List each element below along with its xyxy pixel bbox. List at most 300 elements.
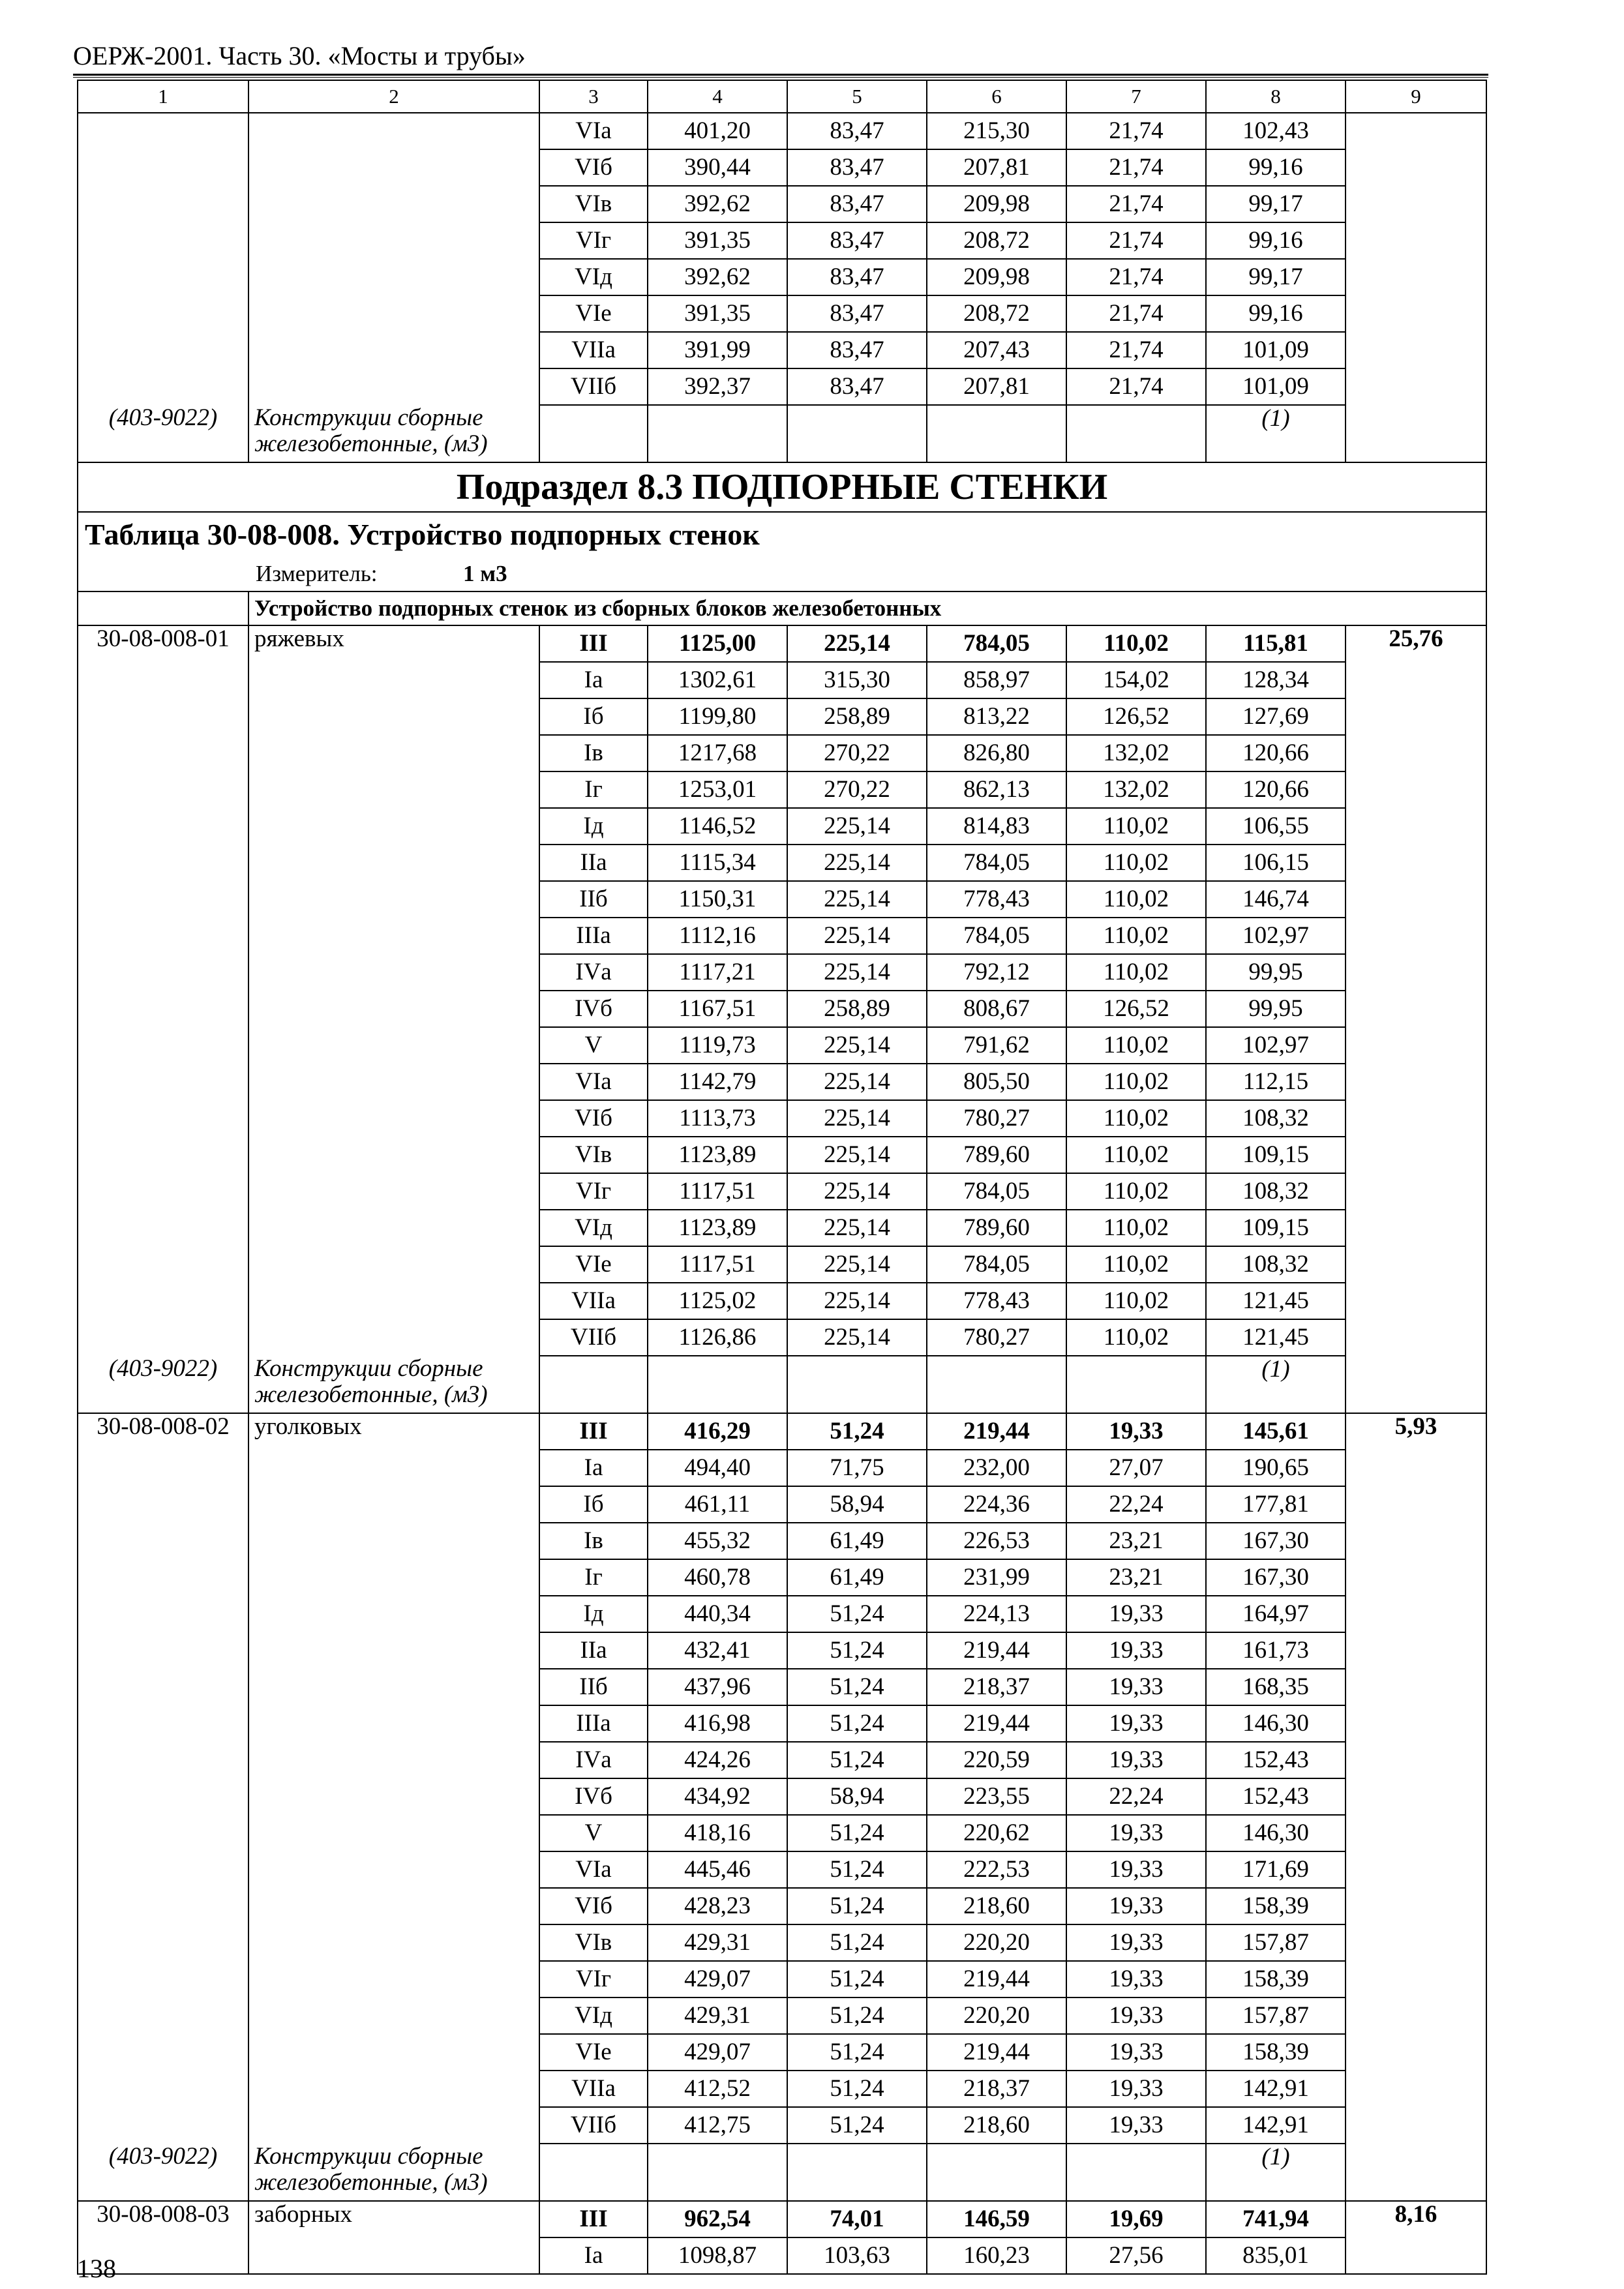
rate-name-cell (248, 1319, 539, 1356)
value-cell: 416,98 (648, 1705, 787, 1742)
zone-cell: VIд (539, 259, 648, 295)
table-row (78, 1413, 1486, 1450)
table-row (78, 1778, 1486, 1815)
value-cell: 391,35 (648, 295, 787, 332)
zone-cell: VIд (539, 1210, 648, 1246)
value-cell: 142,91 (1206, 2071, 1346, 2107)
rate-name-cell (248, 1559, 539, 1596)
value-cell: 110,02 (1066, 1173, 1206, 1210)
value-cell: 99,16 (1206, 295, 1346, 332)
rate-code-cell (78, 149, 248, 186)
rate-code-cell (78, 1319, 248, 1356)
value-cell: 110,02 (1066, 1064, 1206, 1100)
empty-cell (648, 1356, 787, 1413)
value-cell: 109,15 (1206, 1210, 1346, 1246)
value-cell: 74,01 (787, 2201, 927, 2237)
rate-name-cell (248, 1596, 539, 1632)
rate-code-cell (78, 1924, 248, 1961)
subsection-title-row (78, 462, 1486, 512)
value-cell: 789,60 (927, 1137, 1066, 1173)
empty-cell (78, 591, 248, 625)
value-cell: 460,78 (648, 1559, 787, 1596)
value-cell: 58,94 (787, 1778, 927, 1815)
labor-cell (1346, 1742, 1486, 1778)
rate-code-cell (78, 259, 248, 295)
value-cell: 1123,89 (648, 1210, 787, 1246)
rate-name-cell (248, 1523, 539, 1559)
table-row (78, 662, 1486, 698)
zone-cell: IIб (539, 881, 648, 918)
table-row (78, 1596, 1486, 1632)
table-row (78, 1632, 1486, 1669)
zone-cell: III (539, 2201, 648, 2237)
labor-cell (1346, 368, 1486, 405)
labor-cell (1346, 1486, 1486, 1523)
value-cell: 1253,01 (648, 771, 787, 808)
rate-name-cell (248, 1064, 539, 1100)
rate-name-cell (248, 186, 539, 222)
labor-cell (1346, 2034, 1486, 2071)
column-number-cell: 2 (248, 80, 539, 113)
labor-cell (1346, 1246, 1486, 1283)
empty-cell (1066, 1356, 1206, 1413)
rate-code-cell (78, 368, 248, 405)
rate-name-cell (248, 222, 539, 259)
empty-cell (1346, 1356, 1486, 1413)
empty-cell (1346, 2144, 1486, 2201)
table-row (78, 1705, 1486, 1742)
value-cell: 258,89 (787, 991, 927, 1027)
table-row (78, 113, 1486, 149)
value-cell: 21,74 (1066, 149, 1206, 186)
zone-cell: IVб (539, 1778, 648, 1815)
rate-code-cell (78, 1137, 248, 1173)
rate-name-cell: ряжевых (248, 625, 539, 662)
value-cell: 146,30 (1206, 1705, 1346, 1742)
zone-cell: IVа (539, 954, 648, 991)
table-row (78, 1523, 1486, 1559)
table-title-row (78, 512, 1486, 557)
rate-name-cell (248, 845, 539, 881)
zone-cell: VIд (539, 1997, 648, 2034)
rate-code-cell (78, 1888, 248, 1924)
value-cell: 128,34 (1206, 662, 1346, 698)
value-cell: 1217,68 (648, 735, 787, 771)
value-cell: 83,47 (787, 259, 927, 295)
labor-cell (1346, 881, 1486, 918)
subheading: Устройство подпорных стенок из сборных блоков железобетонных (248, 591, 1486, 625)
zone-cell: Iб (539, 1486, 648, 1523)
value-cell: 27,07 (1066, 1450, 1206, 1486)
value-cell: 218,37 (927, 1669, 1066, 1705)
labor-cell (1346, 332, 1486, 368)
rate-name-cell (248, 2034, 539, 2071)
value-cell: 51,24 (787, 1815, 927, 1851)
labor-cell (1346, 2107, 1486, 2144)
rate-code-cell (78, 1100, 248, 1137)
value-cell: 219,44 (927, 1413, 1066, 1450)
zone-cell: Iа (539, 662, 648, 698)
value-cell: 51,24 (787, 2071, 927, 2107)
rate-name-cell (248, 113, 539, 149)
value-cell: 83,47 (787, 368, 927, 405)
value-cell: 392,37 (648, 368, 787, 405)
value-cell: 167,30 (1206, 1559, 1346, 1596)
rate-name-cell (248, 1888, 539, 1924)
value-cell: 108,32 (1206, 1100, 1346, 1137)
empty-cell (1066, 2144, 1206, 2201)
value-cell: 51,24 (787, 1632, 927, 1669)
value-cell: 225,14 (787, 1173, 927, 1210)
value-cell: 106,55 (1206, 808, 1346, 845)
resource-name-cell: Конструкции сборные железобетонные, (м3) (248, 1356, 539, 1413)
value-cell: 110,02 (1066, 881, 1206, 918)
labor-cell (1346, 698, 1486, 735)
table-row (78, 1027, 1486, 1064)
labor-cell (1346, 1210, 1486, 1246)
unit-row (78, 557, 1486, 591)
zone-cell: V (539, 1815, 648, 1851)
empty-cell (927, 2144, 1066, 2201)
table-row (78, 1246, 1486, 1283)
value-cell: 1112,16 (648, 918, 787, 954)
column-number-cell: 9 (1346, 80, 1486, 113)
zone-cell: VIе (539, 2034, 648, 2071)
zone-cell: VIIа (539, 2071, 648, 2107)
table-row (78, 1486, 1486, 1523)
value-cell: 19,33 (1066, 1997, 1206, 2034)
value-cell: 99,16 (1206, 222, 1346, 259)
value-cell: 22,24 (1066, 1778, 1206, 1815)
rate-name-cell (248, 295, 539, 332)
value-cell: 19,33 (1066, 1924, 1206, 1961)
value-cell: 121,45 (1206, 1319, 1346, 1356)
value-cell: 83,47 (787, 149, 927, 186)
value-cell: 108,32 (1206, 1246, 1346, 1283)
zone-cell: VIIа (539, 1283, 648, 1319)
value-cell: 61,49 (787, 1559, 927, 1596)
value-cell: 142,91 (1206, 2107, 1346, 2144)
value-cell: 103,63 (787, 2237, 927, 2274)
value-cell: 418,16 (648, 1815, 787, 1851)
value-cell: 258,89 (787, 698, 927, 735)
value-cell: 231,99 (927, 1559, 1066, 1596)
empty-cell (539, 1356, 648, 1413)
value-cell: 101,09 (1206, 332, 1346, 368)
value-cell: 120,66 (1206, 735, 1346, 771)
zone-cell: VIIб (539, 368, 648, 405)
value-cell: 61,49 (787, 1523, 927, 1559)
value-cell: 225,14 (787, 1283, 927, 1319)
rate-code-cell (78, 1523, 248, 1559)
value-cell: 1117,21 (648, 954, 787, 991)
value-cell: 110,02 (1066, 1027, 1206, 1064)
table-row (78, 1450, 1486, 1486)
labor-cell (1346, 662, 1486, 698)
labor-cell (1346, 1705, 1486, 1742)
table-row (78, 735, 1486, 771)
value-cell: 225,14 (787, 1137, 927, 1173)
value-cell: 110,02 (1066, 1246, 1206, 1283)
value-cell: 219,44 (927, 1632, 1066, 1669)
resource-qty-cell: (1) (1206, 2144, 1346, 2201)
zone-cell: VIв (539, 186, 648, 222)
value-cell: 168,35 (1206, 1669, 1346, 1705)
page-header-title: ОЕРЖ-2001. Часть 30. «Мосты и трубы» (73, 41, 526, 70)
labor-cell (1346, 1523, 1486, 1559)
value-cell: 1123,89 (648, 1137, 787, 1173)
value-cell: 146,59 (927, 2201, 1066, 2237)
unit-label: Измеритель: (256, 561, 378, 586)
value-cell: 858,97 (927, 662, 1066, 698)
header-rule-thin (73, 77, 1488, 78)
value-cell: 146,30 (1206, 1815, 1346, 1851)
labor-cell (1346, 991, 1486, 1027)
rate-code-cell (78, 1210, 248, 1246)
rate-code-cell (78, 918, 248, 954)
value-cell: 1115,34 (648, 845, 787, 881)
rate-name-cell (248, 2107, 539, 2144)
value-cell: 814,83 (927, 808, 1066, 845)
value-cell: 780,27 (927, 1319, 1066, 1356)
labor-cell (1346, 1137, 1486, 1173)
value-cell: 784,05 (927, 918, 1066, 954)
value-cell: 19,33 (1066, 1888, 1206, 1924)
value-cell: 110,02 (1066, 954, 1206, 991)
value-cell: 19,33 (1066, 1742, 1206, 1778)
value-cell: 21,74 (1066, 222, 1206, 259)
value-cell: 158,39 (1206, 1888, 1346, 1924)
resource-row (78, 1356, 1486, 1413)
empty-cell (927, 405, 1066, 462)
value-cell: 792,12 (927, 954, 1066, 991)
value-cell: 99,95 (1206, 954, 1346, 991)
rate-name-cell (248, 1027, 539, 1064)
zone-cell: Iд (539, 1596, 648, 1632)
value-cell: 19,33 (1066, 2107, 1206, 2144)
value-cell: 161,73 (1206, 1632, 1346, 1669)
value-cell: 110,02 (1066, 1137, 1206, 1173)
table-row (78, 1815, 1486, 1851)
empty-cell (539, 2144, 648, 2201)
value-cell: 808,67 (927, 991, 1066, 1027)
value-cell: 109,15 (1206, 1137, 1346, 1173)
labor-cell (1346, 1173, 1486, 1210)
value-cell: 152,43 (1206, 1778, 1346, 1815)
labor-cell (1346, 771, 1486, 808)
value-cell: 23,21 (1066, 1523, 1206, 1559)
table-row (78, 1173, 1486, 1210)
labor-cell (1346, 149, 1486, 186)
rate-code-cell (78, 735, 248, 771)
value-cell: 223,55 (927, 1778, 1066, 1815)
value-cell: 1125,00 (648, 625, 787, 662)
value-cell: 110,02 (1066, 1100, 1206, 1137)
rate-code-cell (78, 1450, 248, 1486)
value-cell: 110,02 (1066, 918, 1206, 954)
table-row (78, 625, 1486, 662)
rate-name-cell (248, 991, 539, 1027)
value-cell: 101,09 (1206, 368, 1346, 405)
rate-code-cell (78, 1486, 248, 1523)
table-row (78, 2201, 1486, 2237)
rate-name-cell (248, 918, 539, 954)
labor-cell (1346, 1997, 1486, 2034)
value-cell: 121,45 (1206, 1283, 1346, 1319)
value-cell: 424,26 (648, 1742, 787, 1778)
value-cell: 392,62 (648, 186, 787, 222)
zone-cell: VIб (539, 1888, 648, 1924)
value-cell: 51,24 (787, 1997, 927, 2034)
value-cell: 110,02 (1066, 1319, 1206, 1356)
rate-code-cell (78, 1997, 248, 2034)
value-cell: 440,34 (648, 1596, 787, 1632)
value-cell: 391,99 (648, 332, 787, 368)
value-cell: 21,74 (1066, 332, 1206, 368)
labor-cell (1346, 2237, 1486, 2274)
value-cell: 220,20 (927, 1924, 1066, 1961)
labor-cell: 25,76 (1346, 625, 1486, 662)
rate-name-cell (248, 1246, 539, 1283)
labor-cell (1346, 1596, 1486, 1632)
table-row (78, 881, 1486, 918)
value-cell: 21,74 (1066, 295, 1206, 332)
value-cell: 784,05 (927, 1246, 1066, 1283)
value-cell: 102,97 (1206, 918, 1346, 954)
table-row (78, 1137, 1486, 1173)
labor-cell (1346, 1961, 1486, 1997)
zone-cell: VIа (539, 1851, 648, 1888)
value-cell: 1199,80 (648, 698, 787, 735)
table-row (78, 259, 1486, 295)
labor-cell (1346, 1283, 1486, 1319)
rate-name-cell (248, 808, 539, 845)
resource-qty-cell: (1) (1206, 1356, 1346, 1413)
value-cell: 21,74 (1066, 113, 1206, 149)
value-cell: 127,69 (1206, 698, 1346, 735)
table-row (78, 698, 1486, 735)
table-row (78, 1100, 1486, 1137)
rate-name-cell (248, 1210, 539, 1246)
rates-table (77, 80, 1487, 2275)
table-row (78, 1283, 1486, 1319)
value-cell: 741,94 (1206, 2201, 1346, 2237)
zone-cell: IIIа (539, 1705, 648, 1742)
value-cell: 110,02 (1066, 1210, 1206, 1246)
rate-name-cell (248, 368, 539, 405)
value-cell: 207,81 (927, 368, 1066, 405)
value-cell: 108,32 (1206, 1173, 1346, 1210)
resource-name-cell: Конструкции сборные железобетонные, (м3) (248, 405, 539, 462)
labor-cell (1346, 1815, 1486, 1851)
table-row (78, 1997, 1486, 2034)
rate-name-cell (248, 1924, 539, 1961)
table-row (78, 149, 1486, 186)
value-cell: 1126,86 (648, 1319, 787, 1356)
rate-code-cell: 30-08-008-01 (78, 625, 248, 662)
value-cell: 126,52 (1066, 698, 1206, 735)
rate-code-cell: 30-08-008-03 (78, 2201, 248, 2237)
value-cell: 412,52 (648, 2071, 787, 2107)
rate-code-cell (78, 2107, 248, 2144)
rate-code-cell (78, 1742, 248, 1778)
rate-name-cell (248, 1632, 539, 1669)
value-cell: 83,47 (787, 295, 927, 332)
value-cell: 813,22 (927, 698, 1066, 735)
value-cell: 157,87 (1206, 1924, 1346, 1961)
value-cell: 219,44 (927, 1961, 1066, 1997)
table-row (78, 808, 1486, 845)
value-cell: 154,02 (1066, 662, 1206, 698)
resource-code-cell: (403-9022) (78, 2144, 248, 2201)
value-cell: 99,17 (1206, 259, 1346, 295)
labor-cell (1346, 1319, 1486, 1356)
empty-cell (1066, 405, 1206, 462)
value-cell: 102,43 (1206, 113, 1346, 149)
value-cell: 102,97 (1206, 1027, 1346, 1064)
rate-code-cell (78, 1705, 248, 1742)
empty-cell (539, 405, 648, 462)
rate-code-cell (78, 881, 248, 918)
unit-value: 1 м3 (463, 561, 507, 586)
column-number-cell: 1 (78, 80, 248, 113)
rate-code-cell (78, 662, 248, 698)
value-cell: 19,69 (1066, 2201, 1206, 2237)
value-cell: 167,30 (1206, 1523, 1346, 1559)
rate-name-cell (248, 2237, 539, 2274)
value-cell: 19,33 (1066, 1669, 1206, 1705)
value-cell: 19,33 (1066, 1815, 1206, 1851)
table-row (78, 1064, 1486, 1100)
zone-cell: Iа (539, 1450, 648, 1486)
rate-name-cell (248, 259, 539, 295)
column-number-cell: 4 (648, 80, 787, 113)
empty-cell (787, 405, 927, 462)
labor-cell (1346, 295, 1486, 332)
page-number: 138 (77, 2254, 116, 2283)
zone-cell: VIIа (539, 332, 648, 368)
rate-code-cell (78, 845, 248, 881)
zone-cell: IIIа (539, 918, 648, 954)
value-cell: 110,02 (1066, 625, 1206, 662)
empty-cell (787, 1356, 927, 1413)
rate-name-cell (248, 1961, 539, 1997)
zone-cell: VIе (539, 295, 648, 332)
value-cell: 1119,73 (648, 1027, 787, 1064)
table-row (78, 222, 1486, 259)
value-cell: 112,15 (1206, 1064, 1346, 1100)
labor-cell (1346, 113, 1486, 149)
resource-code-cell: (403-9022) (78, 405, 248, 462)
value-cell: 19,33 (1066, 2071, 1206, 2107)
value-cell: 219,44 (927, 1705, 1066, 1742)
zone-cell: VIб (539, 149, 648, 186)
value-cell: 219,44 (927, 2034, 1066, 2071)
resource-row (78, 405, 1486, 462)
zone-cell: VIа (539, 113, 648, 149)
value-cell: 22,24 (1066, 1486, 1206, 1523)
column-number-cell: 3 (539, 80, 648, 113)
table-row (78, 1742, 1486, 1778)
value-cell: 207,43 (927, 332, 1066, 368)
value-cell: 412,75 (648, 2107, 787, 2144)
value-cell: 19,33 (1066, 1851, 1206, 1888)
table-row (78, 1210, 1486, 1246)
value-cell: 19,33 (1066, 1705, 1206, 1742)
rate-code-cell (78, 222, 248, 259)
value-cell: 429,31 (648, 1924, 787, 1961)
resource-qty-cell: (1) (1206, 405, 1346, 462)
